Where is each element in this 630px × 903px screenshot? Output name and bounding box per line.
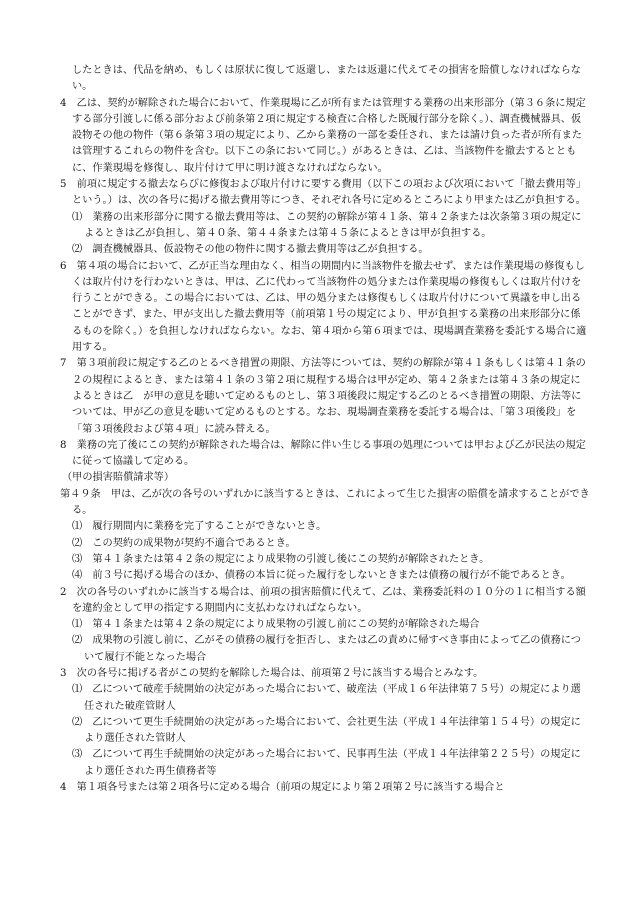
paragraph-continuation: したときは、代品を納め、もしくは原状に復して返還し、または返還に代えてその損害を賠償しなければならない。 bbox=[72, 65, 581, 93]
subitem-49-3-1: ⑴ 乙について破産手続開始の決定があった場合において、破産法（平成１６年法律第７５号）の規定により選任された破産管財人 bbox=[72, 684, 581, 712]
subitem-5-2: ⑵ 調査機械器具、仮設物その他の物件に関する撤去費用等は乙が負担する。 bbox=[72, 244, 429, 256]
subitem-49-3-3: ⑶ 乙について再生手続開始の決定があった場合において、民事再生法（平成１４年法律第２２５号）の規定により選任された再生債務者等 bbox=[72, 749, 581, 777]
subitem-49-3: ⑶ 第４１条または第４２条の規定により成果物の引渡し後にこの契約が解除されたとき。 bbox=[72, 553, 490, 565]
subitem-49-1: ⑴ 履行期間内に業務を完了することができないとき。 bbox=[72, 521, 327, 533]
paragraph-6-substitute-disposal: 6 第４項の場合において、乙が正当な理由なく、相当の期間内に当該物件を撤去せず、または作業現場の修復もしくは取片付けを行わないときは、甲は、乙に代わって当該物件の処分または作業現場の修復もしくは取片付けを行うことができる。この場合においては、乙は、甲の処分または修復もしくは取片付けについて異議を申し出ることができず、また、甲が支出した撤去費用等（前項第１号の規定により、甲が負担する業務の出来形部分に係るものを除く。）を負担しなければならない。なお、第４項から第６項までは、現場調査業務を委託する場合に適用する。 bbox=[60, 260, 587, 354]
subitem-49-2-2: ⑵ 成果物の引渡し前に、乙がその債務の履行を拒否し、または乙の責めに帰すべき事由によって乙の債務について履行不能となった場合 bbox=[72, 635, 581, 663]
paragraph-4-site-clearance: 4 乙は、契約が解除された場合において、作業現場に乙が所有または管理する業務の出来形部分（第３６条に規定する部分引渡しに係る部分および前条第２項に規定する検査に合格した既履行部分を除く。）、調査機械器具、仮設物その他の物件（第６条第３項の規定により、乙から業務の一部を委任され、または請け負った者が所有または管理するこれらの物件を含む。以下この条において同じ。）があるときは、乙は、当該物件を撤去するとともに、作業現場を修復し、取片付けて甲に明け渡さなければならない。 bbox=[60, 97, 586, 174]
article-caption: （甲の損害賠償請求等） bbox=[62, 472, 175, 484]
paragraph-7-measures-deadline: 7 第３項前段に規定する乙のとるべき措置の期限、方法等については、契約の解除が第４１条もしくは第４１条の２の規程によるとき、または第４１条の３第２項に規程する場合は甲が定め、第４２条または第４３条の規定によるときは乙 が甲の意見を聴いて定めるものとし、第３項後段に規定する乙のとるべき措置の期限、方法等については、甲が乙の意見を聴いて定めるものとする。なお、現場調査業務を委託する場合は、「第３項後段」を「第３項後段および第４項」に読み替える。 bbox=[60, 358, 586, 435]
article-49: 第４９条 甲は、乙が次の各号のいずれかに該当するときは、これによって生じた損害の賠償を請求することができる。 bbox=[60, 488, 590, 517]
subitem-49-3-2: ⑵ 乙について更生手続開始の決定があった場合において、会社更生法（平成１４年法律第１５４号）の規定により選任された管財人 bbox=[72, 716, 581, 745]
paragraph-49-3: 3 次の各号に掲げる者がこの契約を解除した場合は、前項第２号に該当する場合とみなす。 bbox=[60, 667, 484, 679]
paragraph-49-4: 4 第１項各号または第２項各号に定める場合（前項の規定により第２項第２号に該当する場合と bbox=[60, 782, 505, 794]
contract-text bbox=[60, 63, 590, 796]
paragraph-8-post-completion: 8 業務の完了後にこの契約が解除された場合は、解除に伴い生じる事項の処理については甲および乙が民法の規定に従って協議して定める。 bbox=[60, 439, 586, 468]
subitem-49-2: ⑵ この契約の成果物が契約不適合であるとき。 bbox=[72, 537, 296, 549]
subitem-49-4: ⑷ 前３号に掲げる場合のほか、債務の本旨に従った履行をしないときまたは債務の履行が不能であるとき。 bbox=[72, 570, 571, 582]
subitem-5-1: ⑴ 業務の出来形部分に関する撤去費用等は、この契約の解除が第４１条、第４２条または次条第３項の規定によるときは乙が負担し、第４０条、第４４条または第４５条によるときは甲が負担する。 bbox=[72, 211, 582, 239]
paragraph-5-removal-costs: 5 前項に規定する撤去ならびに修復および取片付けに要する費用（以下この項および次項において「撤去費用等」という。）は、次の各号に掲げる撤去費用等につき、それぞれ各号に定めるところにより甲または乙が負担する。 bbox=[60, 179, 587, 207]
subitem-49-2-1: ⑴ 第４１条または第４２条の規定により成果物の引渡し前にこの契約が解除された場合 bbox=[72, 619, 480, 631]
paragraph-49-2: 2 次の各号のいずれかに該当する場合は、前項の損害賠償に代えて、乙は、業務委託料の１０分の１に相当する額を違約金として甲の指定する期間内に支払わなければならない。 bbox=[60, 586, 586, 614]
